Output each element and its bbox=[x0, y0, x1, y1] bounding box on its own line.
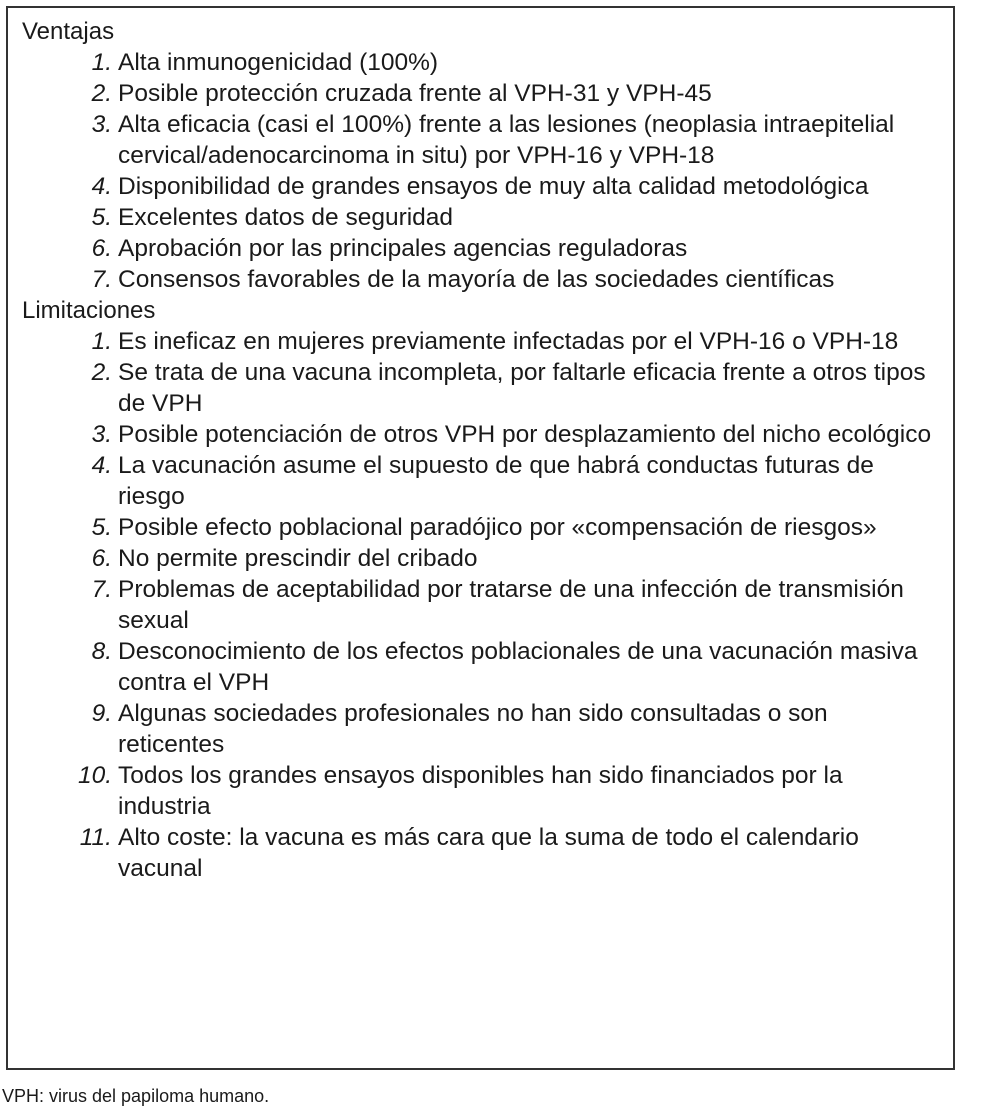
list-item bbox=[22, 698, 941, 760]
item-number: 6. bbox=[91, 235, 112, 262]
list-item bbox=[22, 171, 941, 202]
list-item bbox=[22, 543, 941, 574]
item-text: Alto coste: la vacuna es más cara que la suma de todo el calendario vacunal bbox=[118, 824, 859, 882]
item-text: Disponibilidad de grandes ensayos de muy alta calidad metodológica bbox=[118, 173, 869, 200]
list-item bbox=[22, 636, 941, 698]
item-text: Todos los grandes ensayos disponibles han sido financiados por la industria bbox=[118, 762, 843, 820]
item-text: Desconocimiento de los efectos poblacionales de una vacunación masiva contra el VPH bbox=[118, 638, 918, 696]
list-item bbox=[22, 760, 941, 822]
item-text: Consensos favorables de la mayoría de las sociedades científicas bbox=[118, 266, 835, 293]
item-number: 9. bbox=[91, 700, 112, 727]
item-number: 1. bbox=[91, 49, 112, 76]
item-number: 7. bbox=[91, 576, 112, 603]
list-item bbox=[22, 78, 941, 109]
item-text: Algunas sociedades profesionales no han sido consultadas o son reticentes bbox=[118, 700, 828, 758]
list-item bbox=[22, 512, 941, 543]
item-text: No permite prescindir del cribado bbox=[118, 545, 478, 572]
list-item bbox=[22, 264, 941, 295]
table-box bbox=[6, 6, 955, 1070]
section-ventajas bbox=[22, 16, 941, 295]
item-number: 2. bbox=[91, 359, 112, 386]
item-number: 5. bbox=[91, 204, 112, 231]
item-text: Posible potenciación de otros VPH por desplazamiento del nicho ecológico bbox=[118, 421, 932, 448]
list-item bbox=[22, 822, 941, 884]
item-number: 4. bbox=[91, 173, 112, 200]
item-number: 11. bbox=[79, 824, 112, 851]
list-item bbox=[22, 574, 941, 636]
list-item bbox=[22, 233, 941, 264]
item-text: La vacunación asume el supuesto de que habrá conductas futuras de riesgo bbox=[118, 452, 874, 510]
item-text: Se trata de una vacuna incompleta, por faltarle eficacia frente a otros tipos de VPH bbox=[118, 359, 926, 417]
item-number: 1. bbox=[91, 328, 112, 355]
item-text: Posible protección cruzada frente al VPH-31 y VPH-45 bbox=[118, 80, 712, 107]
list-item bbox=[22, 450, 941, 512]
item-text: Alta inmunogenicidad (100%) bbox=[118, 49, 439, 76]
list-item bbox=[22, 47, 941, 78]
item-number: 7. bbox=[91, 266, 112, 293]
section-heading-ventajas: Ventajas bbox=[22, 18, 115, 45]
list-item bbox=[22, 109, 941, 171]
item-text: Es ineficaz en mujeres previamente infectadas por el VPH-16 o VPH-18 bbox=[118, 328, 899, 355]
item-text: Posible efecto poblacional paradójico por «compensación de riesgos» bbox=[118, 514, 877, 541]
item-text: Alta eficacia (casi el 100%) frente a las lesiones (neoplasia intraepitelial cervical/adenocarcinoma in situ) por VPH-16 y VPH-18 bbox=[118, 111, 895, 169]
item-number: 3. bbox=[91, 111, 112, 138]
item-number: 6. bbox=[91, 545, 112, 572]
item-number: 8. bbox=[91, 638, 112, 665]
item-text: Aprobación por las principales agencias reguladoras bbox=[118, 235, 688, 262]
item-number: 5. bbox=[91, 514, 112, 541]
item-text: Problemas de aceptabilidad por tratarse de una infección de transmisión sexual bbox=[118, 576, 904, 634]
list-item bbox=[22, 419, 941, 450]
section-limitaciones bbox=[22, 295, 941, 884]
list-item bbox=[22, 357, 941, 419]
table-footnote: VPH: virus del papiloma humano. bbox=[2, 1086, 270, 1106]
list-item bbox=[22, 326, 941, 357]
item-text: Excelentes datos de seguridad bbox=[118, 204, 454, 231]
section-heading-limitaciones: Limitaciones bbox=[22, 297, 156, 324]
item-number: 3. bbox=[91, 421, 112, 448]
list-item bbox=[22, 202, 941, 233]
item-number: 4. bbox=[91, 452, 112, 479]
item-number: 2. bbox=[91, 80, 112, 107]
item-number: 10. bbox=[77, 762, 112, 789]
